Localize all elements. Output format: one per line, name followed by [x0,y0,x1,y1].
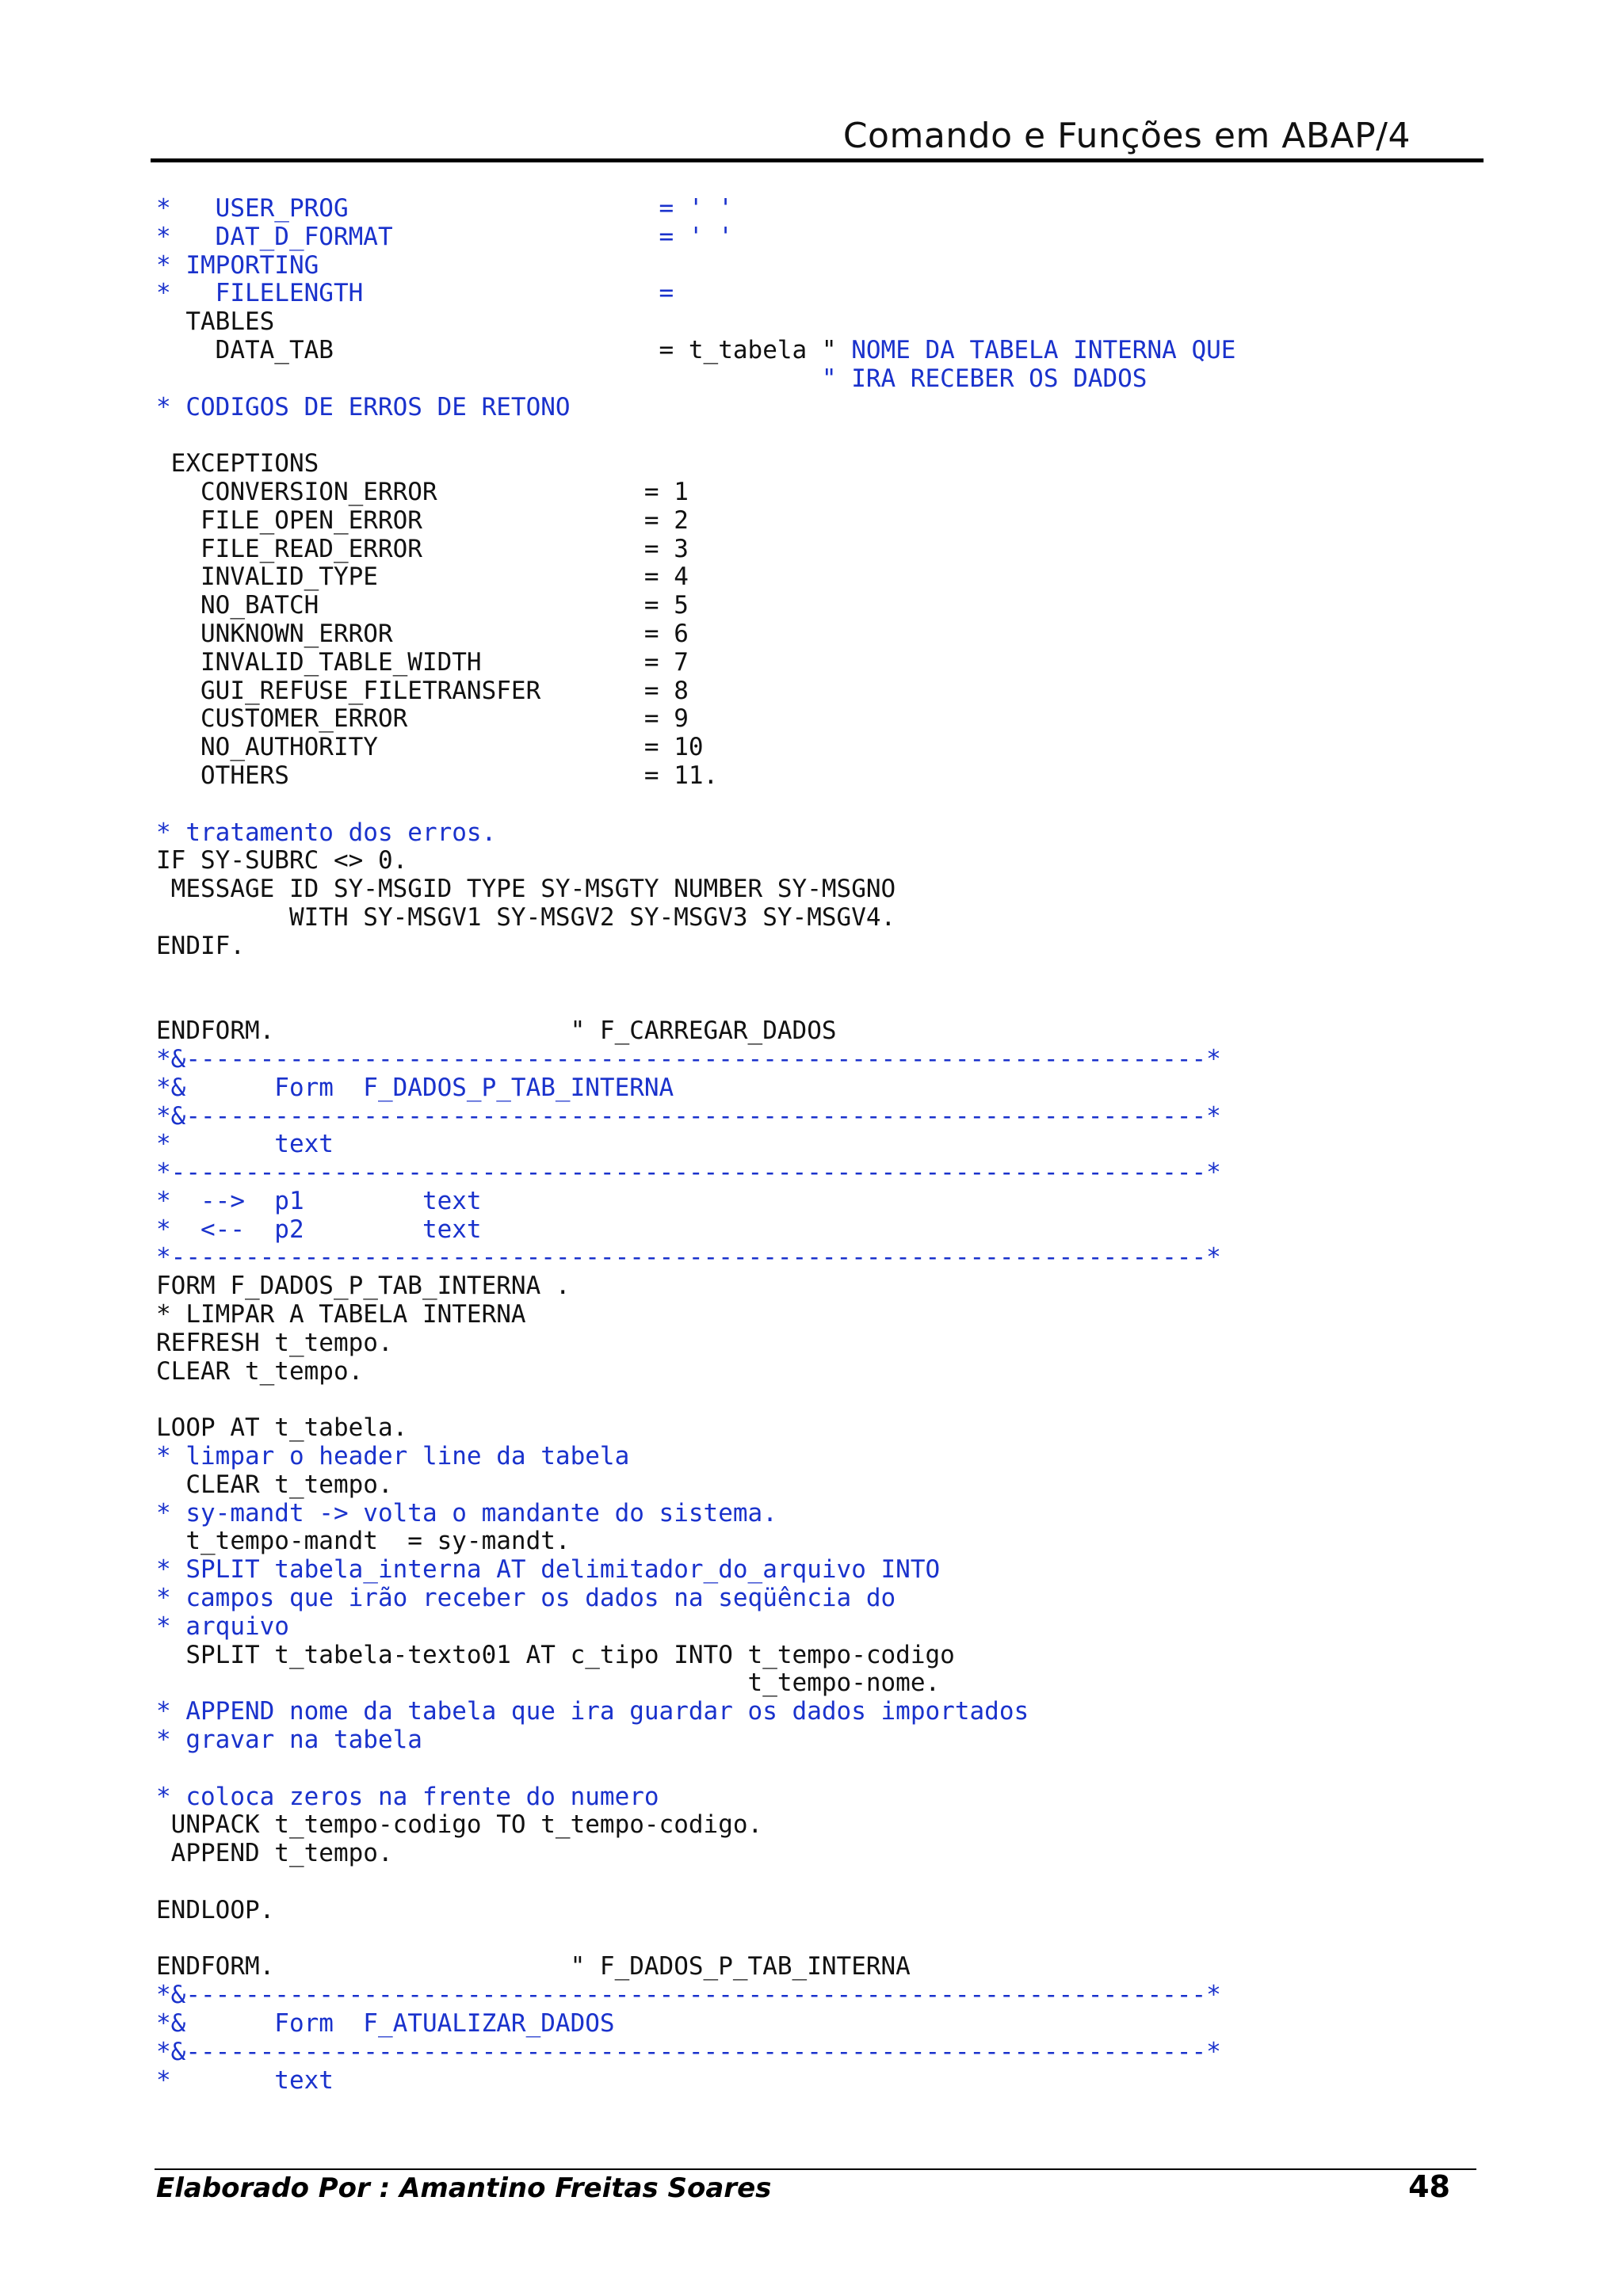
code-line-text: * limpar o header line da tabela [156,1442,630,1471]
code-line-text: ENDIF. [156,931,245,960]
code-line-text: DATA_TAB = t_tabela " [156,335,852,364]
code-line [156,1726,1235,1755]
code-line [156,1131,1235,1159]
code-line-text: LOOP AT t_tabela. [156,1413,408,1443]
code-line [156,1500,1235,1528]
code-line [156,1669,1235,1698]
code-line [156,1188,1235,1216]
code-line [156,2039,1235,2067]
code-line [156,1216,1235,1245]
code-line-text: APPEND t_tempo. [156,1839,393,1868]
code-line-text: * APPEND nome da tabela que ira guardar os dados importados [156,1697,1029,1726]
code-line-text: NO_AUTHORITY = 10 [156,733,704,762]
code-line [156,1783,1235,1812]
code-line [156,563,1235,592]
code-line-text: * arquivo [156,1611,289,1641]
code-line-text: * text [156,2065,334,2095]
code-line [156,649,1235,677]
code-line-text: * tratamento dos erros. [156,818,497,847]
code-line [156,1585,1235,1613]
code-line [156,1698,1235,1726]
code-line [156,677,1235,706]
code-line [156,2067,1235,2096]
code-line [156,394,1235,422]
code-line-text: * coloca zeros na frente do numero [156,1782,659,1811]
code-line-text: *&---------------------------------------------------------------------* [156,1044,1221,1074]
page-number: 48 [1408,2169,1450,2204]
code-line-text: IF SY-SUBRC <> 0. [156,846,408,875]
code-line [156,450,1235,479]
code-line-text: * sy-mandt -> volta o mandante do sistema. [156,1498,777,1527]
code-line [156,847,1235,875]
code-line-text: TABLES [156,307,275,337]
code-line [156,421,1235,450]
code-line-text: WITH SY-MSGV1 SY-MSGV2 SY-MSGV3 SY-MSGV4. [156,902,896,932]
code-line-text: t_tempo-nome. [156,1669,941,1698]
code-line [156,280,1235,308]
code-line [156,1556,1235,1585]
code-line-text: INVALID_TYPE = 4 [156,563,689,592]
code-line [156,592,1235,620]
inline-comment: NOME DA TABELA INTERNA QUE [851,335,1236,364]
code-line [156,1897,1235,1925]
code-line-text: * SPLIT tabela_interna AT delimitador_do_arquivo INTO [156,1555,941,1585]
code-line [156,507,1235,536]
code-line-text: ENDFORM. " F_DADOS_P_TAB_INTERNA [156,1952,911,1981]
code-line [156,1868,1235,1897]
code-line-text: GUI_REFUSE_FILETRANSFER = 8 [156,676,689,705]
code-line [156,1244,1235,1272]
code-line-text: *&---------------------------------------------------------------------* [156,1101,1221,1131]
code-line-text: *----------------------------------------------------------------------* [156,1243,1221,1272]
code-line [156,1329,1235,1358]
code-line [156,705,1235,734]
code-line [156,1642,1235,1670]
code-line [156,989,1235,1017]
code-line [156,337,1235,365]
code-line [156,479,1235,507]
code-line-text: CONVERSION_ERROR = 1 [156,477,689,506]
code-line [156,1272,1235,1301]
code-line [156,1301,1235,1329]
code-line-text: * text [156,1130,334,1159]
header-divider [151,158,1484,162]
code-line-text: * gravar na tabela [156,1726,422,1755]
code-line-text: FILE_READ_ERROR = 3 [156,534,689,563]
code-line [156,762,1235,791]
code-line [156,1386,1235,1414]
code-line [156,1414,1235,1443]
code-line-text: MESSAGE ID SY-MSGID TYPE SY-MSGTY NUMBER SY-MSGNO [156,875,896,904]
code-line [156,1046,1235,1074]
code-line-text: * --> p1 text [156,1186,482,1215]
code-line-text: *----------------------------------------------------------------------* [156,1158,1221,1188]
code-line-text: CUSTOMER_ERROR = 9 [156,704,689,734]
code-line [156,223,1235,252]
code-line-text: *&---------------------------------------------------------------------* [156,1981,1221,2010]
footer-divider [155,2168,1476,2170]
code-line [156,1358,1235,1386]
code-line-text: * campos que irão receber os dados na seqüência do [156,1584,896,1613]
code-line-text: OTHERS = 11. [156,761,719,790]
code-line-text: *& Form F_ATUALIZAR_DADOS [156,2009,615,2038]
code-line [156,620,1235,649]
code-line [156,2010,1235,2039]
code-line [156,1017,1235,1046]
code-line [156,961,1235,990]
code-line [156,1840,1235,1868]
code-line-text: UNKNOWN_ERROR = 6 [156,619,689,648]
page-header-title: Comando e Funções em ABAP/4 [842,116,1411,156]
code-line-text: *& Form F_DADOS_P_TAB_INTERNA [156,1073,674,1102]
code-line [156,1953,1235,1981]
code-line [156,195,1235,223]
code-line-text: * <-- p2 text [156,1215,482,1244]
code-line-text: FILE_OPEN_ERROR = 2 [156,505,689,535]
code-line-text: ENDFORM. " F_CARREGAR_DADOS [156,1016,837,1046]
code-line-text: INVALID_TABLE_WIDTH = 7 [156,647,689,677]
code-line-text: *&---------------------------------------------------------------------* [156,2037,1221,2066]
code-line [156,365,1235,394]
code-line [156,1471,1235,1500]
code-line [156,933,1235,961]
code-line [156,252,1235,280]
code-line [156,819,1235,848]
code-line [156,1103,1235,1131]
code-line [156,1443,1235,1471]
code-line-text: * USER_PROG = ' ' [156,194,733,223]
code-line [156,308,1235,337]
code-line [156,1074,1235,1103]
code-line-text: * DAT_D_FORMAT = ' ' [156,222,733,251]
footer-author: Elaborado Por : Amantino Freitas Soares [156,2172,772,2204]
code-line-text: SPLIT t_tabela-texto01 AT c_tipo INTO t_tempo-codigo [156,1640,955,1669]
code-line-text: * IMPORTING [156,250,319,280]
code-line-text: t_tempo-mandt = sy-mandt. [156,1527,571,1556]
code-line [156,1613,1235,1642]
code-line [156,1925,1235,1954]
code-line [156,875,1235,904]
code-line [156,536,1235,564]
code-line-text: ENDLOOP. [156,1895,275,1924]
code-line-text: NO_BATCH = 5 [156,591,689,620]
code-line [156,734,1235,762]
code-line [156,791,1235,819]
code-line [156,1811,1235,1840]
code-line [156,1981,1235,2010]
code-line-text: CLEAR t_tempo. [156,1470,393,1499]
code-line [156,904,1235,933]
code-line-text: * FILELENGTH = [156,279,674,308]
abap-code-listing [156,195,1235,2095]
code-line-text: FORM F_DADOS_P_TAB_INTERNA . [156,1272,571,1301]
code-line [156,1755,1235,1783]
code-line-text: " IRA RECEBER OS DADOS [156,364,1148,393]
code-line-text: EXCEPTIONS [156,449,319,479]
code-line [156,1159,1235,1188]
code-line-text: * LIMPAR A TABELA INTERNA [156,1300,526,1329]
code-line-text: * CODIGOS DE ERROS DE RETONO [156,392,571,421]
code-line-text: REFRESH t_tempo. [156,1328,393,1357]
code-line-text: UNPACK t_tempo-codigo TO t_tempo-codigo. [156,1810,763,1840]
code-line [156,1527,1235,1556]
code-line-text: CLEAR t_tempo. [156,1356,364,1386]
